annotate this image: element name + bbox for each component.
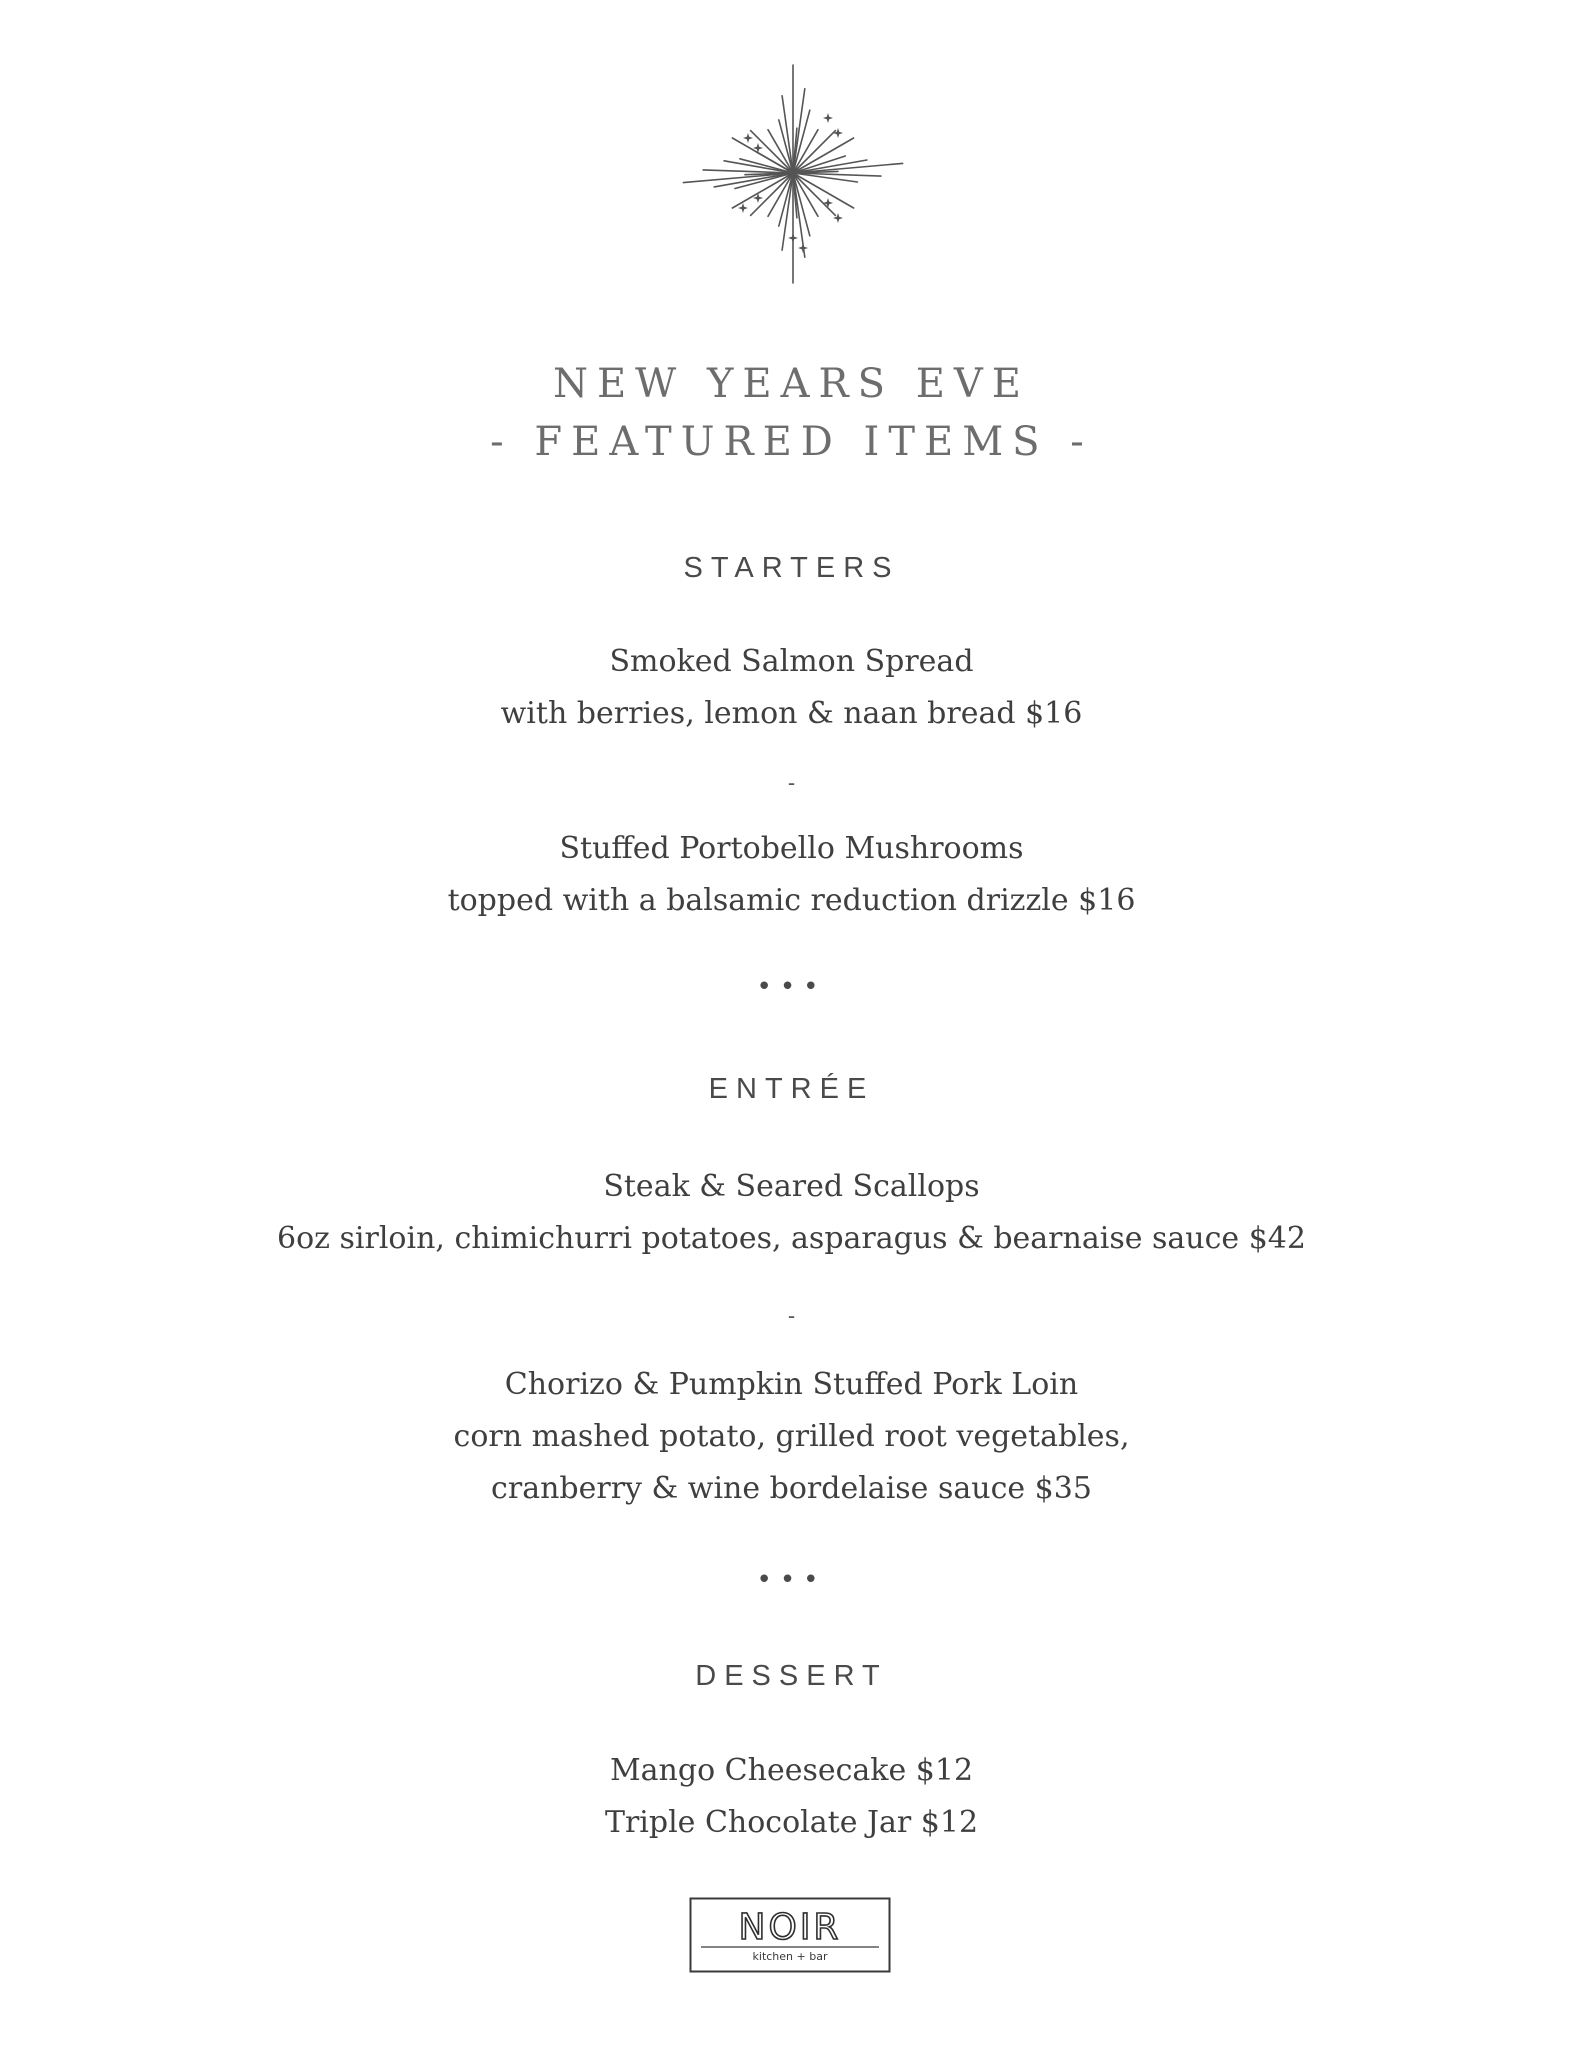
section-heading-entree: ENTRÉE <box>708 1073 875 1105</box>
noir-logo <box>689 1897 891 1973</box>
item-separator-dash: - <box>787 770 796 795</box>
section-divider-dots: ••• <box>756 972 827 1002</box>
menu-title <box>0 355 1583 471</box>
item-name-chocolate-jar: Triple Chocolate Jar $12 <box>604 1805 979 1840</box>
item-desc-pork-loin-2: cranberry & wine bordelaise sauce $35 <box>491 1471 1092 1506</box>
item-separator-dash: - <box>787 1303 796 1328</box>
item-name-smoked-salmon: Smoked Salmon Spread <box>609 644 974 679</box>
title-line-2: - FEATURED ITEMS - <box>490 419 1093 465</box>
section-heading-starters: STARTERS <box>683 552 900 584</box>
item-name-portobello: Stuffed Portobello Mushrooms <box>559 831 1024 866</box>
logo-wordmark: NOIR <box>738 1907 842 1948</box>
item-desc-smoked-salmon: with berries, lemon & naan bread $16 <box>500 696 1083 731</box>
title-line-1: NEW YEARS EVE <box>552 361 1031 407</box>
item-name-mango-cheesecake: Mango Cheesecake $12 <box>609 1753 974 1788</box>
logo-tagline: kitchen + bar <box>752 1950 828 1963</box>
section-heading-dessert: DESSERT <box>695 1660 888 1692</box>
section-divider-dots: ••• <box>756 1565 827 1595</box>
item-desc-pork-loin-1: corn mashed potato, grilled root vegetables, <box>453 1419 1130 1454</box>
item-name-pork-loin: Chorizo & Pumpkin Stuffed Pork Loin <box>504 1367 1079 1402</box>
item-desc-portobello: topped with a balsamic reduction drizzle $16 <box>447 883 1136 918</box>
item-desc-steak-scallops: 6oz sirloin, chimichurri potatoes, asparagus & bearnaise sauce $42 <box>277 1221 1306 1256</box>
firework-burst-icon <box>678 48 908 298</box>
item-name-steak-scallops: Steak & Seared Scallops <box>603 1169 980 1204</box>
